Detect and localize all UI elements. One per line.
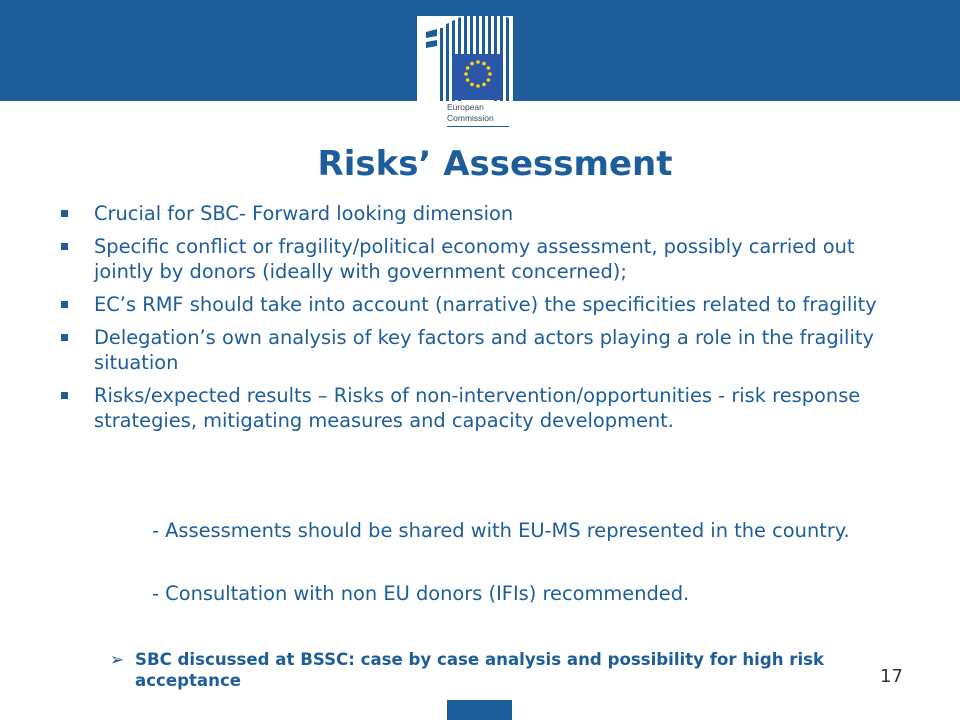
logo-text-line1: European [447,102,484,112]
square-bullet-icon [61,334,68,341]
square-bullet-icon [61,301,68,308]
bullet-text: Specific conflict or fragility/political economy assessment, possibly carried out jointly by donors (ideally with government concerned); [94,235,855,283]
bullet-list [94,201,914,441]
square-bullet-icon [61,392,68,399]
bullet-text: Delegation’s own analysis of key factors and actors playing a role in the fragility situation [94,326,874,374]
logo-wordmark [447,102,517,124]
footer-band [447,700,512,720]
square-bullet-icon [61,243,68,250]
arrow-bullet-icon: ➢ [110,650,124,669]
sub-point [94,581,914,606]
bullet-item [94,383,914,433]
slide-title: Risks’ Assessment [317,144,673,184]
arrow-bullet-item [110,649,875,691]
square-bullet-icon [61,210,68,217]
arrow-bullet-text: SBC discussed at BSSC: case by case analysis and possibility for high risk acceptance [135,650,825,690]
bullet-item [94,325,914,375]
logo-text-line2: Commission [447,113,494,123]
bullet-text: Crucial for SBC- Forward looking dimension [94,202,514,225]
bullet-text: EC’s RMF should take into account (narrative) the specificities related to fragility [94,293,877,316]
page-number: 17 [880,666,903,687]
sub-point-text: - Consultation with non EU donors (IFIs) recommended. [152,582,690,605]
bullet-item [94,292,914,317]
bullet-text: Risks/expected results – Risks of non-intervention/opportunities - risk response strategies, mitigating measures and capacity development. [94,384,861,432]
logo-divider [447,126,509,127]
sub-point-text: - Assessments should be shared with EU-MS represented in the country. [152,519,850,542]
bullet-item [94,201,914,226]
sub-point [94,518,914,543]
bullet-item [94,234,914,284]
